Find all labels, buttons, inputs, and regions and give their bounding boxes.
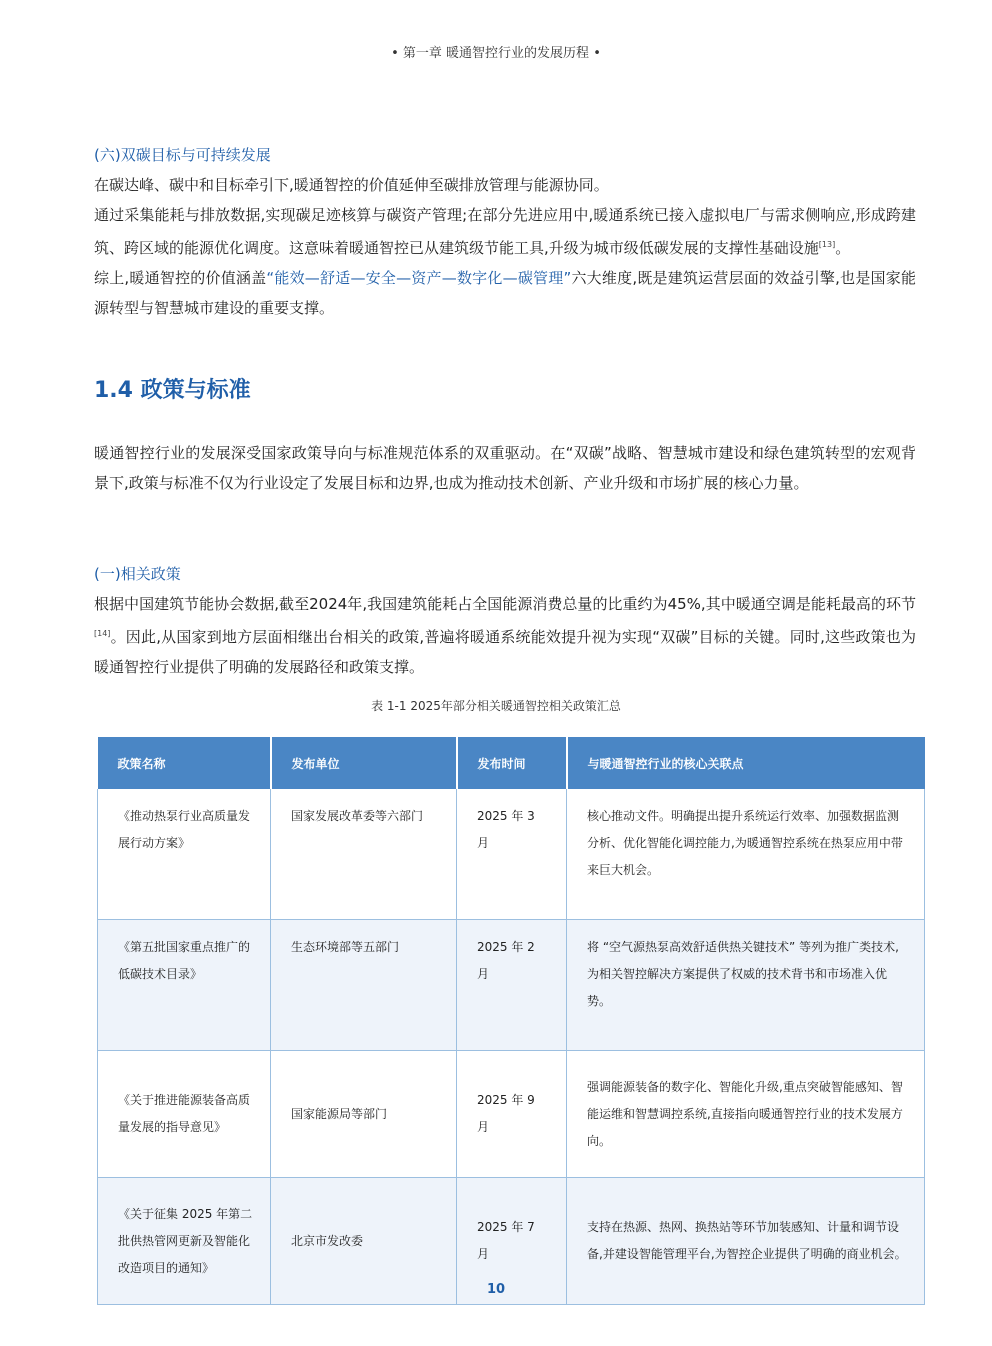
policy-subsection-heading: (一)相关政策 <box>94 565 181 583</box>
relevance-cell: 支持在热源、热网、换热站等环节加装感知、计量和调节设备,并建设智能管理平台,为智控企业提供了明确的商业机会。 <box>567 1178 925 1305</box>
table-header-row <box>98 737 925 789</box>
policy-table <box>97 737 925 1305</box>
table-caption: 表 1-1 2025年部分相关暖通智控相关政策汇总 <box>371 699 621 713</box>
relevance-cell: 强调能源装备的数字化、智能化升级,重点突破智能感知、智能运维和智慧调控系统,直接指向暖通智控行业的技术发展方向。 <box>567 1051 925 1178</box>
issuer-cell: 北京市发改委 <box>271 1178 457 1305</box>
policy-name-cell: 《推动热泵行业高质量发展行动方案》 <box>98 789 271 920</box>
issuer-cell: 国家能源局等部门 <box>271 1051 457 1178</box>
date-cell: 2025 年 9 月 <box>457 1051 567 1178</box>
issuer-cell: 生态环境部等五部门 <box>271 920 457 1051</box>
policy-subsection-paragraph <box>94 589 916 682</box>
section-six <box>94 140 916 323</box>
paragraph-text: 根据中国建筑节能协会数据,截至2024年,我国建筑能耗占全国能源消费总量的比重约为45%,其中暖通空调是能耗最高的环节 <box>94 595 916 613</box>
citation-13: [13] <box>818 240 836 249</box>
section-intro-paragraph: 暖通智控行业的发展深受国家政策导向与标准规范体系的双重驱动。在“双碳”战略、智慧城市建设和绿色建筑转型的宏观背景下,政策与标准不仅为行业设定了发展目标和边界,也成为推动技术创新、产业升级和市场扩展的核心力量。 <box>94 444 916 492</box>
policy-name-cell: 《关于推进能源装备高质量发展的指导意见》 <box>98 1051 271 1178</box>
section-six-paragraph-2 <box>94 200 916 263</box>
paragraph-text-after: 。因此,从国家到地方层面相继出台相关的政策,普遍将暖通系统能效提升视为实现“双碳”目标的关键。同时,这些政策也为暖通智控行业提供了明确的发展路径和政策支撑。 <box>94 628 916 676</box>
issuer-cell: 国家发展改革委等六部门 <box>271 789 457 920</box>
relevance-cell: 核心推动文件。明确提出提升系统运行效率、加强数据监测分析、优化智能化调控能力,为暖通智控系统在热泵应用中带来巨大机会。 <box>567 789 925 920</box>
date-cell: 2025 年 2 月 <box>457 920 567 1051</box>
section-six-heading: (六)双碳目标与可持续发展 <box>94 146 271 164</box>
section-six-paragraph-3 <box>94 263 916 323</box>
citation-14: [14] <box>94 629 111 638</box>
section-title: 1.4 政策与标准 <box>94 378 251 403</box>
paragraph-text: 综上,暖通智控的价值涵盖 <box>94 269 267 287</box>
column-header-issuer: 发布单位 <box>271 737 457 789</box>
policy-name-cell: 《关于征集 2025 年第二批供热管网更新及智能化改造项目的通知》 <box>98 1178 271 1305</box>
page-number: 10 <box>486 1282 506 1297</box>
column-header-policy-name: 政策名称 <box>98 737 271 789</box>
section-six-paragraph-1: 在碳达峰、碳中和目标牵引下,暖通智控的价值延伸至碳排放管理与能源协同。 <box>94 176 609 194</box>
column-header-date: 发布时间 <box>457 737 567 789</box>
paragraph-text: 通过采集能耗与排放数据,实现碳足迹核算与碳资产管理;在部分先进应用中,暖通系统已接入虚拟电厂与需求侧响应,形成跨建筑、跨区域的能源优化调度。这意味着暖通智控已从建筑级节能工具,升级为城市级低碳发展的支撑性基础设施 <box>94 206 916 257</box>
table-row <box>98 920 925 1051</box>
running-header: • 第一章 暖通智控行业的发展历程 • <box>391 46 601 61</box>
date-cell: 2025 年 7 月 <box>457 1178 567 1305</box>
relevance-cell: 将 “空气源热泵高效舒适供热关键技术” 等列为推广类技术,为相关智控解决方案提供了权威的技术背书和市场准入优势。 <box>567 920 925 1051</box>
policy-name-cell: 《第五批国家重点推广的低碳技术目录》 <box>98 920 271 1051</box>
paragraph-text-after: 六大维度,既是建筑运营层面的效益引擎,也是国家能源转型与智慧城市建设的重要支撑。 <box>94 269 916 317</box>
table-row <box>98 1051 925 1178</box>
value-dimensions-highlight: “能效—舒适—安全—资产—数字化—碳管理” <box>266 269 572 287</box>
date-cell: 2025 年 3 月 <box>457 789 567 920</box>
section-intro <box>94 438 916 498</box>
table-row <box>98 789 925 920</box>
paragraph-text-end: 。 <box>835 239 851 257</box>
policy-subsection <box>94 559 916 682</box>
column-header-relevance: 与暖通智控行业的核心关联点 <box>567 737 925 789</box>
